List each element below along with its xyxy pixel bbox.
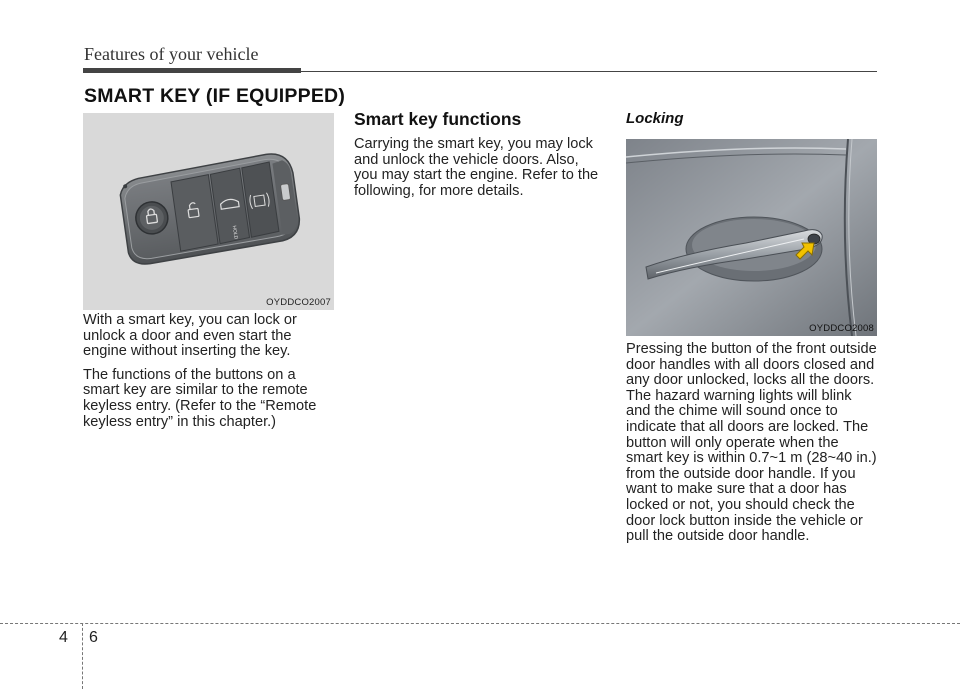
smart-key-illustration [83, 113, 334, 310]
chapter-number: 4 [59, 629, 68, 646]
header-bar [83, 68, 301, 73]
page-number: 6 [89, 629, 98, 646]
figure-code-2: OYDDCO2008 [809, 323, 874, 334]
header-title: Features of your vehicle [84, 44, 259, 64]
smart-key-figure [83, 113, 334, 310]
paragraph: Carrying the smart key, you may lock and unlock the vehicle doors. Also, you may start the engine. Refer to the following, for more details. [354, 136, 599, 199]
section-title: SMART KEY (IF EQUIPPED) [84, 85, 346, 107]
door-handle-figure [626, 139, 877, 336]
paragraph: Pressing the button of the front outside door handles with all doors closed and any door unlocked, locks all the doors. The hazard warning lights will blink and the chime will sound once to indicate that all doors are locked. The button will only operate when the smart key is within 0.7~1 m (28~40 in.) from the outside door handle. If you want to make sure that a door has locked or not, you should check the door lock button inside the vehicle or pull the outside door handle. [626, 341, 877, 545]
footer-divider [82, 623, 83, 689]
hold-label: HOLD [230, 225, 239, 240]
locking-heading: Locking [626, 110, 684, 127]
footer-rule [0, 623, 960, 624]
door-handle-illustration [626, 139, 877, 336]
paragraph: With a smart key, you can lock or unlock a door and even start the engine without inserting the key. [83, 312, 297, 360]
figure-code-1: OYDDCO2007 [266, 297, 331, 308]
smart-key-functions-heading: Smart key functions [354, 109, 522, 129]
header-rule [301, 71, 877, 72]
paragraph: The functions of the buttons on a smart key are similar to the remote keyless entry. (Refer to the “Remote keyless entry” in this chapter.) [83, 366, 317, 430]
column-2-text [354, 137, 606, 207]
column-1-text [83, 313, 335, 438]
column-3-text [626, 342, 878, 553]
